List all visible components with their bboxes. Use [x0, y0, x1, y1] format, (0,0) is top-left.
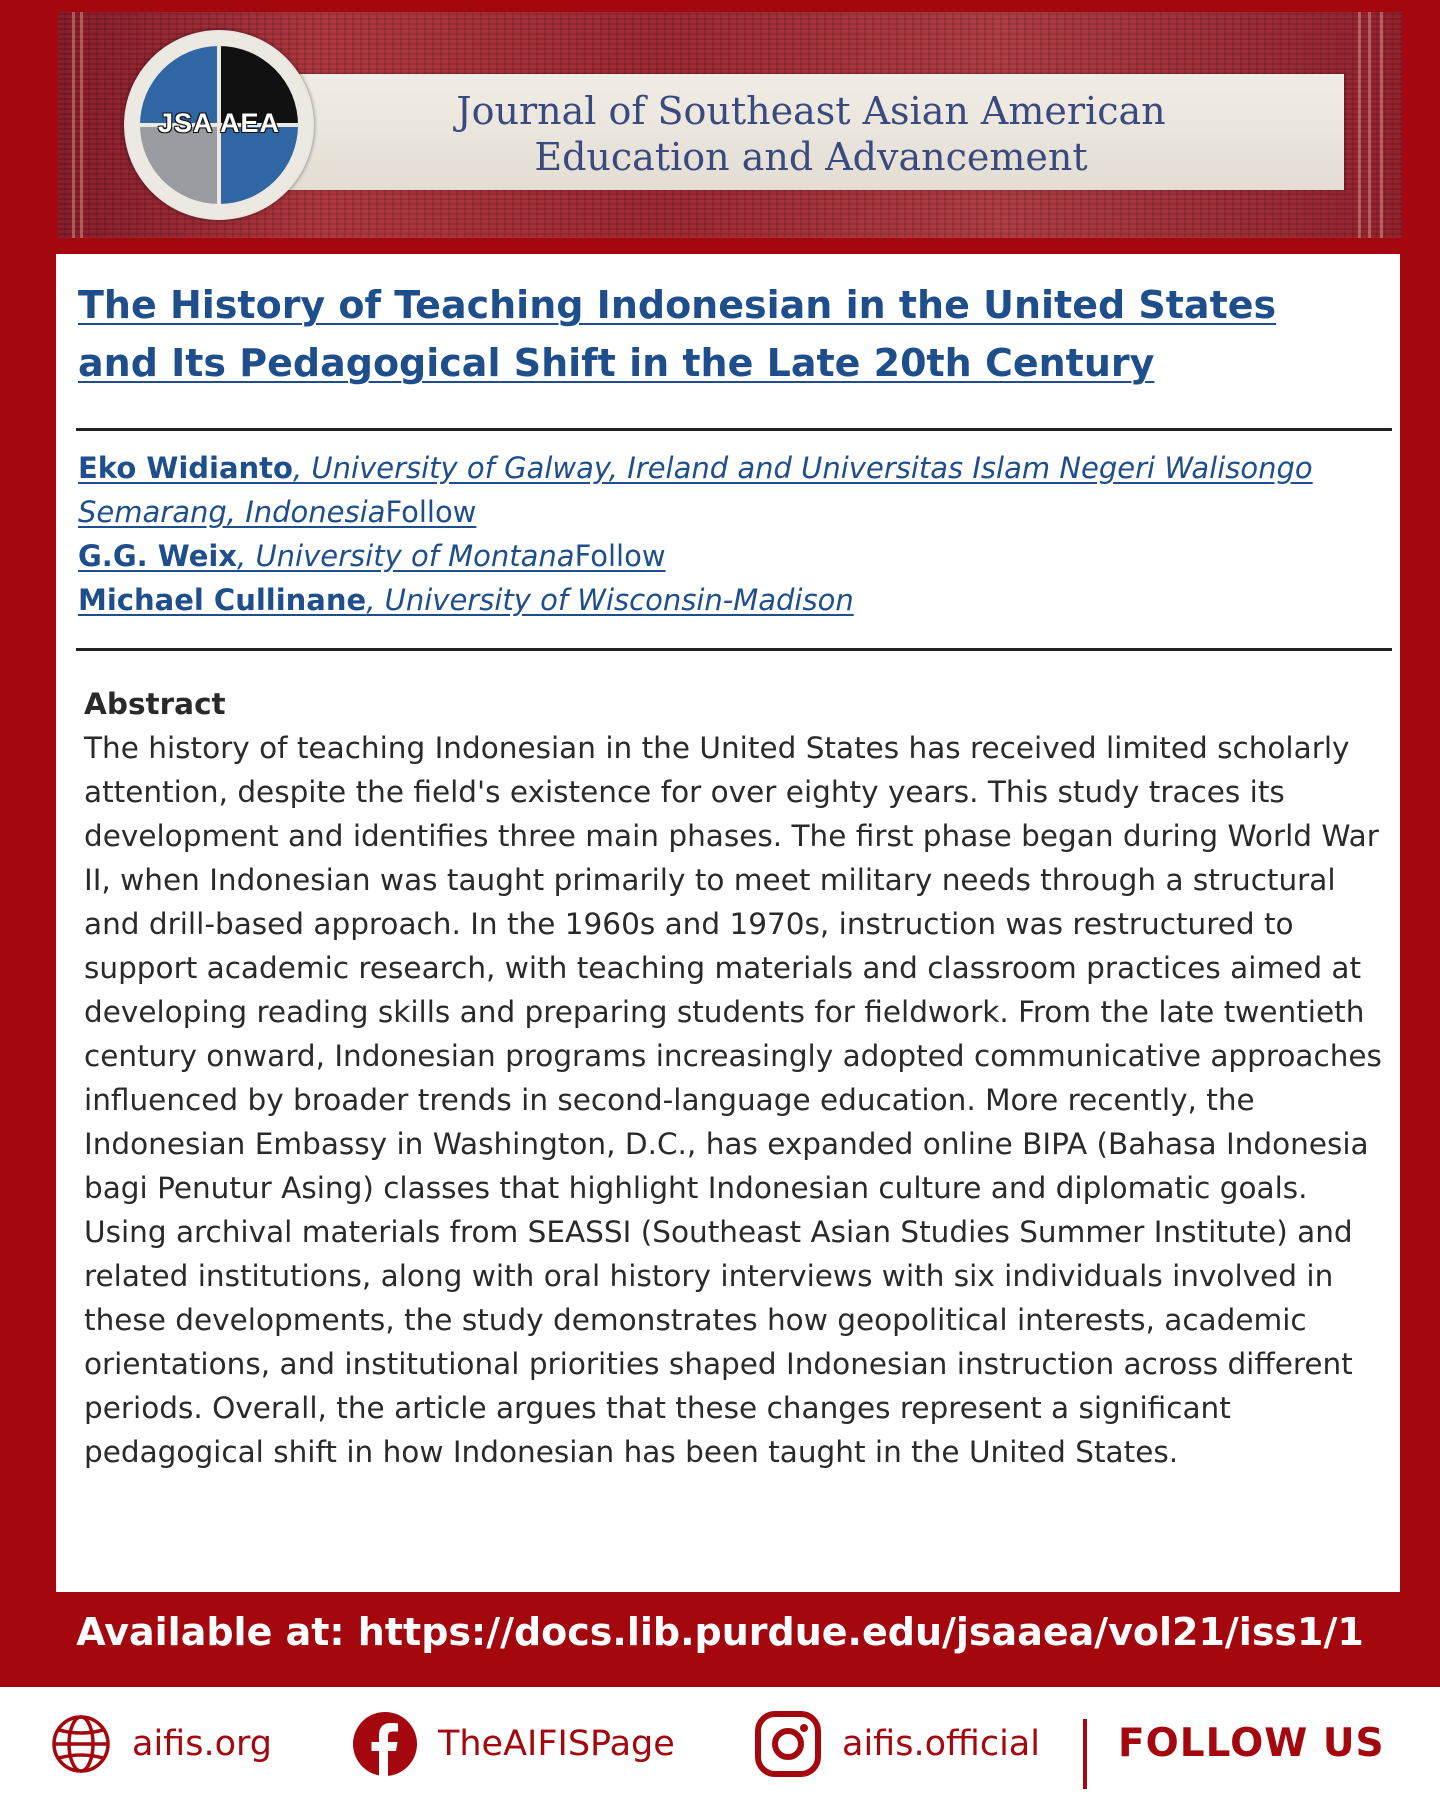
logo-text: JSA AEA	[157, 108, 281, 138]
abstract-section	[84, 682, 1384, 1474]
follow-us-label: FOLLOW US	[1118, 1721, 1385, 1766]
journal-banner	[58, 12, 1402, 238]
author-list	[78, 446, 1388, 622]
instagram-text: aifis.official	[842, 1723, 1040, 1764]
journal-logo	[124, 30, 314, 220]
social-footer	[0, 1687, 1440, 1800]
affiliation-link[interactable]: , University of Wisconsin-Madison	[366, 583, 854, 617]
website-text: aifis.org	[132, 1723, 272, 1764]
website-link[interactable]	[50, 1687, 272, 1800]
article-title-link[interactable]: The History of Teaching Indonesian in the United States and Its Pedagogical Shift in the Late 20th Century	[78, 283, 1277, 385]
facebook-icon	[352, 1711, 418, 1777]
author-entry	[78, 446, 1388, 534]
author-link[interactable]: Eko Widianto	[78, 451, 293, 485]
follow-link[interactable]: Follow	[385, 495, 477, 529]
abstract-text: The history of teaching Indonesian in the United States has received limited scholarly attention, despite the field's existence for over eighty years. This study traces its development and identifies three main phases. The first phase began during World War II, when Indonesian was taught primarily to meet military needs through a structural and drill-based approach. In the 1960s and 1970s, instruction was restructured to support academic research, with teaching materials and classroom practices aimed at developing reading skills and preparing students for fieldwork. From the late twentieth century onward, Indonesian programs increasingly adopted communicative approaches influenced by broader trends in second-language education. More recently, the Indonesian Embassy in Washington, D.C., has expanded online BIPA (Bahasa Indonesia bagi Penutur Asing) classes that highlight Indonesian culture and diplomatic goals. Using archival materials from SEASSI (Southeast Asian Studies Summer Institute) and related institutions, along with oral history interviews with six individuals involved in these developments, the study demonstrates how geopolitical interests, academic orientations, and institutional priorities shaped Indonesian instruction across different periods. Overall, the article argues that these changes represent a significant pedagogical shift in how Indonesian has been taught in the United States.	[84, 731, 1382, 1469]
facebook-link[interactable]	[352, 1687, 675, 1800]
journal-title: Journal of Southeast Asian American Education and Advancement	[456, 89, 1166, 179]
author-entry	[78, 534, 1388, 578]
facebook-text: TheAIFISPage	[438, 1723, 675, 1764]
author-entry	[78, 578, 1388, 622]
article-card	[56, 254, 1400, 1592]
divider-bottom	[76, 648, 1392, 651]
follow-link[interactable]: Follow	[574, 539, 666, 573]
author-link[interactable]: G.G. Weix	[78, 539, 238, 573]
affiliation-link[interactable]: , University of Galway, Ireland and Universitas Islam Negeri Walisongo Semarang, Indonesia	[78, 451, 1313, 529]
instagram-icon	[754, 1710, 822, 1778]
divider-top	[76, 428, 1392, 431]
author-link[interactable]: Michael Cullinane	[78, 583, 367, 617]
abstract-heading: Abstract	[84, 687, 226, 721]
available-at-url[interactable]: Available at: https://docs.lib.purdue.edu/jsaaea/vol21/iss1/1	[76, 1610, 1364, 1654]
affiliation-link[interactable]: , University of Montana	[237, 539, 575, 573]
globe-icon	[50, 1713, 112, 1775]
footer-divider	[1083, 1719, 1087, 1789]
instagram-link[interactable]	[754, 1687, 1040, 1800]
